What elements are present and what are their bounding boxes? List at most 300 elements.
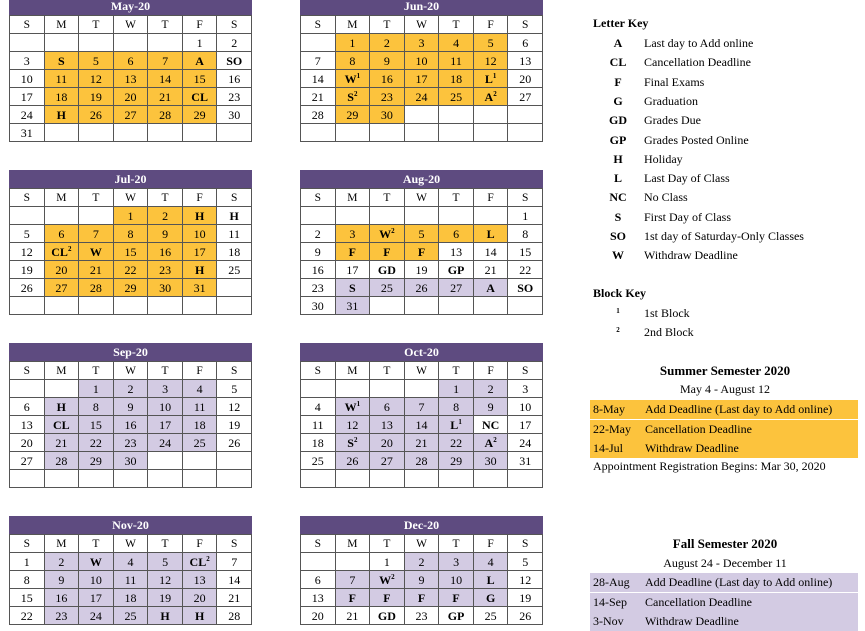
summer-deadline-date: 14-Jul (593, 441, 623, 455)
day-cell (508, 452, 543, 470)
day-cell (508, 207, 543, 225)
day-label: 7 (231, 555, 238, 569)
day-cell (148, 416, 183, 434)
month-title: May-20 (9, 0, 252, 15)
letter-key-desc: 1st day of Saturday-Only Classes (644, 229, 804, 243)
day-cell (439, 297, 474, 315)
day-cell (79, 553, 114, 571)
day-cell (183, 607, 218, 625)
day-label: 6 (522, 36, 529, 50)
day-cell (474, 416, 509, 434)
day-cell (474, 589, 509, 607)
day-label: 2 (127, 382, 134, 396)
day-label: 27 (55, 281, 68, 295)
day-label: 1 (383, 555, 390, 569)
weekday-header: S (508, 189, 543, 207)
day-cell (439, 589, 474, 607)
day-cell (301, 88, 336, 106)
day-cell (79, 434, 114, 452)
day-label: 21 (484, 263, 497, 277)
day-cell (217, 607, 252, 625)
day-cell (439, 380, 474, 398)
day-cell (10, 225, 45, 243)
day-cell (148, 589, 183, 607)
day-cell (79, 261, 114, 279)
weekday-header: S (10, 16, 45, 34)
letter-key-code: NC (609, 190, 627, 205)
day-cell (217, 470, 252, 488)
day-cell (45, 70, 80, 88)
day-cell (474, 452, 509, 470)
day-label: 13 (124, 72, 137, 86)
day-cell (114, 261, 149, 279)
day-label: F (348, 591, 357, 605)
day-label: 11 (450, 54, 462, 68)
day-cell (217, 571, 252, 589)
day-cell (148, 225, 183, 243)
block-marker: 2 (391, 573, 395, 581)
day-label: 14 (311, 72, 324, 86)
day-cell (405, 106, 440, 124)
weekday-header: S (301, 362, 336, 380)
day-label: 25 (311, 454, 324, 468)
day-label: 21 (228, 591, 241, 605)
day-cell (405, 225, 440, 243)
day-label: 15 (519, 245, 532, 259)
day-label: 9 (58, 573, 65, 587)
day-cell (79, 380, 114, 398)
day-label: 2 (418, 555, 425, 569)
weekday-header: T (148, 535, 183, 553)
summer-deadline-row (590, 439, 858, 458)
weekday-header: T (439, 362, 474, 380)
weekday-header: F (474, 16, 509, 34)
day-label: A (484, 90, 494, 104)
day-label: L (486, 573, 495, 587)
day-label: CL (53, 418, 70, 432)
day-cell (183, 279, 218, 297)
day-cell (10, 279, 45, 297)
day-cell (474, 380, 509, 398)
day-cell (45, 297, 80, 315)
day-label: 24 (415, 90, 428, 104)
day-cell (405, 607, 440, 625)
day-label: 17 (89, 591, 102, 605)
day-cell (217, 207, 252, 225)
day-cell (114, 34, 149, 52)
day-label: 7 (92, 227, 99, 241)
day-cell (336, 452, 371, 470)
day-label: 19 (20, 263, 33, 277)
day-label: 13 (519, 54, 532, 68)
weekday-header: S (10, 535, 45, 553)
day-label: 20 (20, 436, 33, 450)
day-cell (439, 571, 474, 589)
day-label: 27 (519, 90, 532, 104)
day-label: 13 (450, 245, 463, 259)
block-marker: 1 (356, 72, 361, 80)
fall-deadline-date: 14-Sep (593, 594, 627, 609)
weekday-header: T (148, 189, 183, 207)
day-label: 15 (89, 418, 102, 432)
summer-note: Appointment Registration Begins: Mar 30, 2020 (593, 459, 826, 473)
day-label: 23 (124, 436, 137, 450)
day-cell (45, 571, 80, 589)
day-cell (370, 225, 405, 243)
weekday-header: F (183, 16, 218, 34)
day-cell (474, 398, 509, 416)
day-label: H (160, 609, 170, 623)
day-label: A (195, 54, 204, 68)
letter-key-title: Letter Key (593, 16, 649, 30)
day-cell (508, 261, 543, 279)
day-cell (370, 261, 405, 279)
day-cell (301, 124, 336, 142)
day-cell (474, 279, 509, 297)
weekday-header: M (336, 189, 371, 207)
day-cell (10, 106, 45, 124)
day-cell (508, 225, 543, 243)
day-cell (405, 70, 440, 88)
weekday-header: W (405, 535, 440, 553)
day-label: 23 (311, 281, 324, 295)
calendar-may (9, 0, 252, 142)
day-label: 9 (418, 573, 425, 587)
day-label: A (486, 281, 495, 295)
day-label: 24 (20, 108, 33, 122)
day-label: W (379, 227, 392, 241)
weekday-header: S (301, 189, 336, 207)
day-label: 23 (228, 90, 241, 104)
weekday-header: M (45, 362, 80, 380)
day-label: 2 (314, 227, 321, 241)
day-cell (405, 52, 440, 70)
fall-deadline-date: 28-Aug (593, 575, 630, 589)
day-cell (439, 416, 474, 434)
letter-key-desc: Grades Posted Online (644, 132, 749, 147)
block-marker: 2 (353, 436, 358, 444)
day-cell (10, 452, 45, 470)
day-label: 26 (228, 436, 241, 450)
day-label: 6 (453, 227, 460, 241)
day-cell (336, 70, 371, 88)
day-label: 21 (159, 90, 172, 104)
day-label: 16 (228, 72, 241, 86)
day-label: 17 (346, 263, 359, 277)
day-cell (114, 243, 149, 261)
day-label: 17 (415, 72, 428, 86)
day-cell (439, 124, 474, 142)
day-cell (336, 380, 371, 398)
day-label: F (452, 591, 460, 605)
weekday-header: W (114, 189, 149, 207)
day-cell (79, 124, 114, 142)
day-label: 31 (193, 281, 206, 295)
month-grid (9, 188, 252, 315)
day-label: H (194, 209, 205, 223)
day-cell (79, 279, 114, 297)
day-cell (405, 571, 440, 589)
day-cell (405, 207, 440, 225)
weekday-header: S (217, 189, 252, 207)
day-label: 23 (159, 263, 172, 277)
day-cell (370, 52, 405, 70)
day-cell (336, 553, 371, 571)
weekday-header: T (79, 362, 114, 380)
day-label: 23 (415, 609, 428, 623)
weekday-header: T (148, 16, 183, 34)
day-cell (405, 470, 440, 488)
day-label: 13 (20, 418, 33, 432)
day-label: 4 (487, 555, 494, 569)
day-cell (217, 589, 252, 607)
day-label: 5 (23, 227, 30, 241)
day-label: S (347, 90, 354, 104)
day-label: L (486, 227, 495, 241)
day-label: 30 (159, 281, 172, 295)
day-cell (148, 243, 183, 261)
day-label: 26 (20, 281, 33, 295)
day-label: 11 (228, 227, 240, 241)
day-label: 5 (522, 555, 529, 569)
day-label: 25 (484, 609, 497, 623)
summer-range: May 4 - August 12 (680, 382, 770, 396)
day-label: 31 (519, 454, 532, 468)
block-marker: 2 (353, 90, 358, 98)
day-label: W (89, 555, 102, 569)
day-label: 24 (89, 609, 102, 623)
block-marker: 1 (458, 418, 462, 426)
day-cell (439, 553, 474, 571)
weekday-header: W (405, 362, 440, 380)
day-cell (370, 398, 405, 416)
day-label: 30 (311, 299, 324, 313)
day-cell (301, 70, 336, 88)
day-cell (217, 279, 252, 297)
day-cell (405, 297, 440, 315)
day-label: S (349, 281, 356, 295)
block-key-desc: 1st Block (644, 306, 690, 320)
day-label: 10 (159, 400, 172, 414)
day-cell (148, 297, 183, 315)
letter-key-code: G (613, 93, 623, 108)
day-cell (10, 434, 45, 452)
day-cell (148, 279, 183, 297)
day-cell (301, 398, 336, 416)
day-cell (474, 243, 509, 261)
month-title: Sep-20 (9, 343, 252, 361)
weekday-header: W (114, 16, 149, 34)
day-cell (114, 52, 149, 70)
day-label: H (56, 108, 67, 122)
fall-deadline-date: 3-Nov (593, 614, 624, 628)
day-label: SO (226, 54, 243, 68)
day-label: 14 (228, 573, 241, 587)
day-cell (114, 106, 149, 124)
letter-key-code: SO (609, 229, 626, 243)
day-cell (183, 571, 218, 589)
day-cell (10, 380, 45, 398)
day-cell (217, 34, 252, 52)
day-cell (183, 380, 218, 398)
day-cell (148, 70, 183, 88)
day-label: 9 (162, 227, 169, 241)
day-label: 4 (314, 400, 321, 414)
day-cell (370, 380, 405, 398)
calendar-oct (300, 343, 543, 488)
weekday-header: S (217, 16, 252, 34)
day-cell (114, 434, 149, 452)
day-cell (148, 398, 183, 416)
day-cell (508, 124, 543, 142)
day-cell (10, 553, 45, 571)
day-label: 20 (311, 609, 324, 623)
day-cell (474, 571, 509, 589)
weekday-header: S (217, 362, 252, 380)
day-label: GP (447, 263, 465, 277)
month-grid (9, 15, 252, 142)
day-cell (336, 52, 371, 70)
day-cell (301, 207, 336, 225)
day-cell (148, 124, 183, 142)
day-cell (79, 207, 114, 225)
day-cell (508, 279, 543, 297)
day-cell (79, 52, 114, 70)
day-cell (79, 70, 114, 88)
day-cell (45, 607, 80, 625)
day-cell (508, 88, 543, 106)
day-label: 15 (124, 245, 137, 259)
day-label: 27 (124, 108, 137, 122)
weekday-header: S (508, 535, 543, 553)
day-cell (405, 279, 440, 297)
day-label: 2 (58, 555, 65, 569)
day-cell (45, 553, 80, 571)
letter-key-code: A (613, 36, 623, 50)
day-cell (79, 225, 114, 243)
day-cell (508, 297, 543, 315)
day-label: 4 (453, 36, 460, 50)
day-label: H (229, 209, 239, 223)
day-label: 1 (196, 36, 203, 50)
day-label: 9 (314, 245, 321, 259)
day-label: H (194, 609, 205, 623)
block-marker: 2 (493, 90, 497, 98)
day-cell (439, 88, 474, 106)
day-cell (148, 553, 183, 571)
day-cell (114, 607, 149, 625)
weekday-header: F (474, 189, 509, 207)
day-cell (405, 452, 440, 470)
day-cell (474, 34, 509, 52)
day-label: 18 (55, 90, 68, 104)
day-cell (45, 52, 80, 70)
weekday-header: S (301, 16, 336, 34)
day-cell (10, 52, 45, 70)
day-label: CL (189, 555, 207, 569)
weekday-header: S (217, 535, 252, 553)
day-cell (370, 70, 405, 88)
day-label: 3 (349, 227, 356, 241)
day-cell (148, 261, 183, 279)
day-cell (148, 434, 183, 452)
day-cell (301, 52, 336, 70)
day-cell (301, 279, 336, 297)
day-cell (336, 124, 371, 142)
day-cell (79, 589, 114, 607)
day-cell (217, 52, 252, 70)
day-cell (508, 470, 543, 488)
day-label: 26 (346, 454, 359, 468)
weekday-header: T (370, 362, 405, 380)
day-label: 17 (159, 418, 172, 432)
weekday-header: W (405, 16, 440, 34)
calendar-jun (300, 0, 543, 142)
day-cell (217, 297, 252, 315)
day-cell (79, 297, 114, 315)
day-label: 29 (89, 454, 102, 468)
day-label: CL (51, 245, 68, 259)
day-cell (183, 452, 218, 470)
day-cell (336, 279, 371, 297)
day-label: 5 (231, 382, 238, 396)
summer-deadline-date: 22-May (593, 421, 631, 436)
day-label: 23 (55, 609, 68, 623)
day-label: 3 (418, 36, 425, 50)
day-cell (148, 52, 183, 70)
day-cell (439, 607, 474, 625)
day-cell (217, 416, 252, 434)
day-cell (405, 88, 440, 106)
day-cell (217, 380, 252, 398)
day-cell (439, 106, 474, 124)
day-label: 6 (314, 573, 321, 587)
day-label: 31 (20, 126, 33, 140)
day-label: 11 (55, 72, 68, 86)
calendar-dec (300, 516, 543, 625)
day-cell (301, 243, 336, 261)
day-label: 27 (20, 454, 33, 468)
day-cell (79, 243, 114, 261)
block-key-code: 2 (616, 326, 620, 334)
letter-key-desc: Graduation (644, 93, 698, 108)
calendar-jul (9, 170, 252, 315)
month-grid (300, 188, 543, 315)
day-label: 1 (23, 555, 30, 569)
day-label: 29 (193, 108, 206, 122)
day-label: 17 (20, 90, 33, 104)
day-cell (183, 416, 218, 434)
weekday-header: W (405, 189, 440, 207)
day-label: 23 (380, 90, 393, 104)
day-label: 1 (453, 382, 460, 396)
day-cell (114, 470, 149, 488)
day-cell (439, 225, 474, 243)
day-label: 7 (349, 573, 356, 587)
day-label: 18 (193, 418, 206, 432)
letter-key-code: CL (609, 55, 627, 70)
day-cell (439, 70, 474, 88)
weekday-header: S (508, 362, 543, 380)
day-label: 16 (311, 263, 324, 277)
day-cell (45, 416, 80, 434)
day-label: 28 (55, 454, 68, 468)
day-cell (217, 88, 252, 106)
letter-key-desc: First Day of Class (644, 209, 731, 224)
day-cell (114, 225, 149, 243)
day-cell (217, 124, 252, 142)
day-label: F (417, 245, 426, 259)
